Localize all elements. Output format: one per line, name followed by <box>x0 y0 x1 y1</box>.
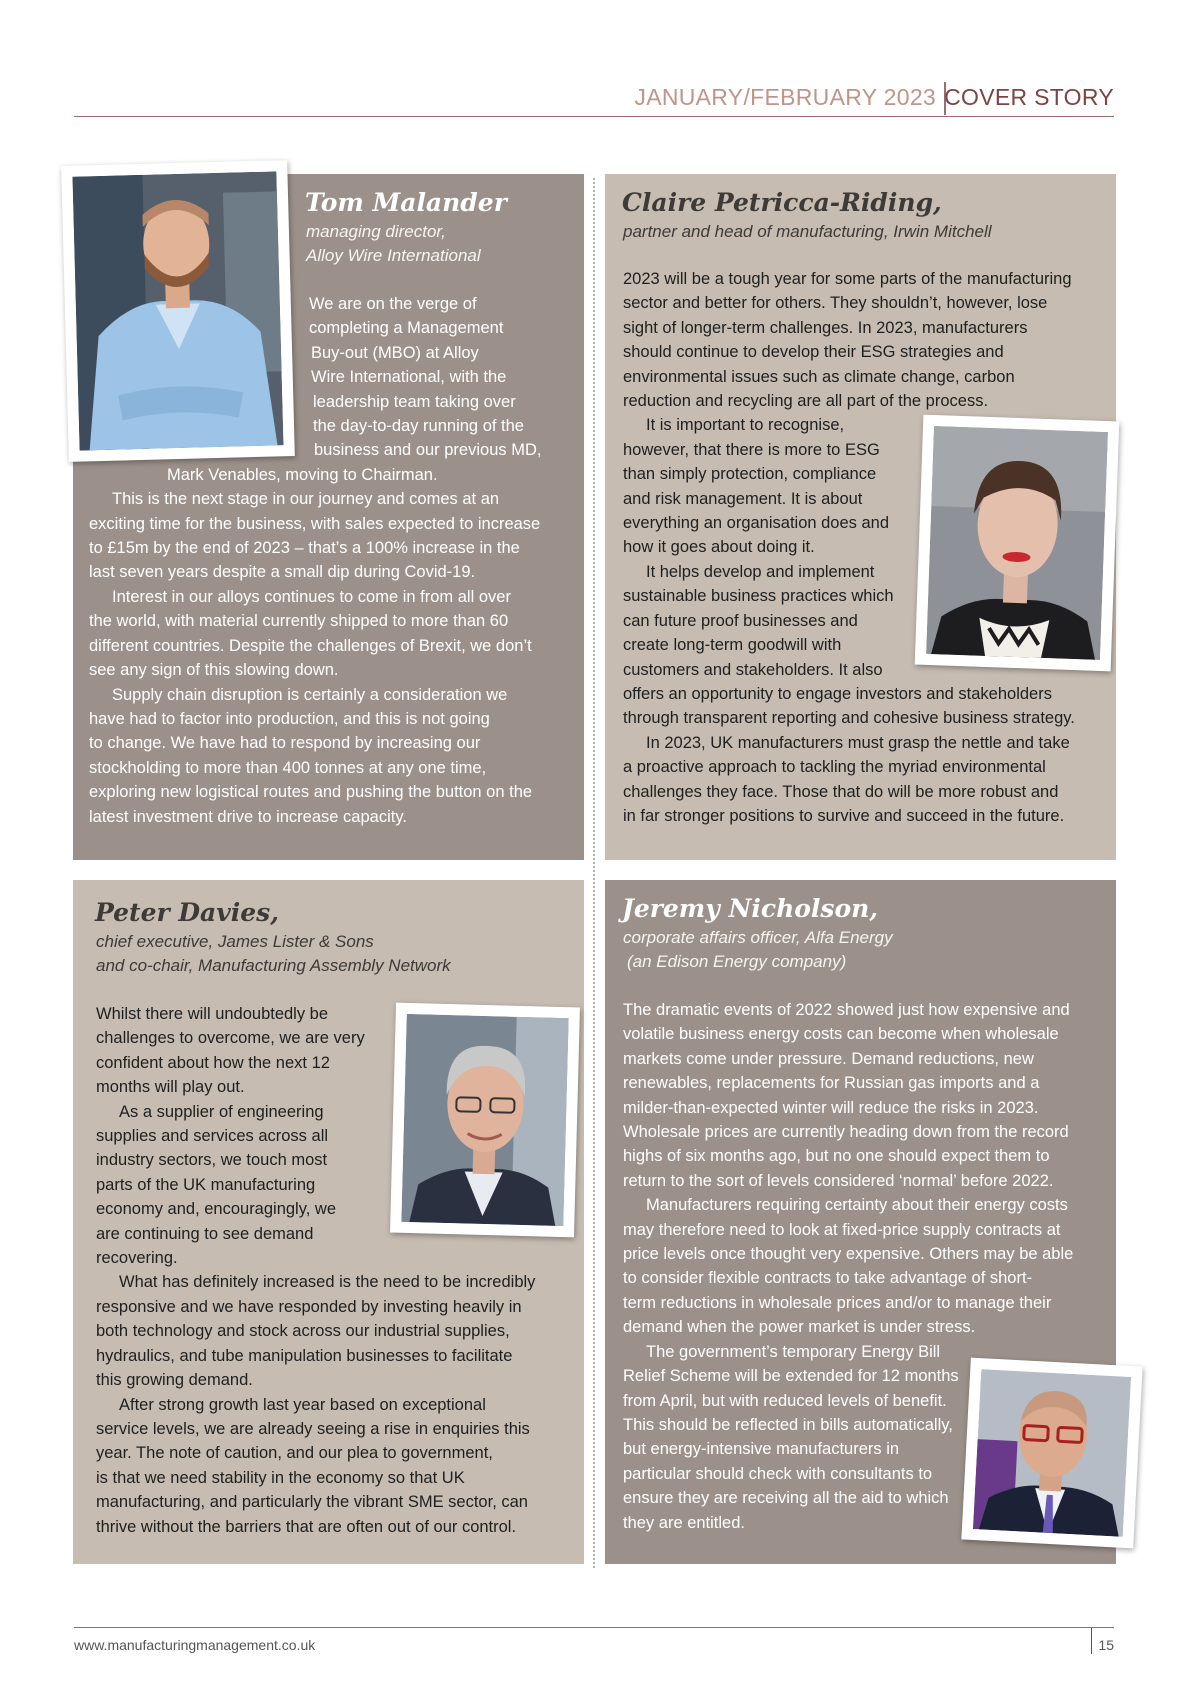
quote-line: to change. We have had to respond by increasing our <box>89 734 481 753</box>
quote-line: business and our previous MD, <box>314 441 542 460</box>
quote-line: to consider flexible contracts to take advantage of short- <box>623 1269 1033 1288</box>
quote-line: challenges to overcome, we are very <box>96 1029 365 1048</box>
role-line: Alloy Wire International <box>306 246 481 265</box>
quote-line: should continue to develop their ESG strategies and <box>623 343 1004 362</box>
portrait-peter-davies <box>390 1003 580 1238</box>
portrait-jeremy-nicholson <box>961 1358 1142 1549</box>
quote-line: stockholding to more than 400 tonnes at any one time, <box>89 758 487 777</box>
page-footer <box>74 1627 1114 1653</box>
role-line: managing director, <box>306 222 446 241</box>
quote-line: may therefore need to look at fixed-price supply contracts at <box>623 1220 1061 1239</box>
role-line: chief executive, James Lister & Sons <box>96 932 374 951</box>
quote-line: exploring new logistical routes and pushing the button on the <box>89 783 533 802</box>
quote-line: different countries. Despite the challenges of Brexit, we don’t <box>89 636 532 655</box>
quote-line: We are on the verge of <box>309 295 477 313</box>
quote-line: they are entitled. <box>623 1513 745 1532</box>
quote-line: a proactive approach to tackling the myriad environmental <box>623 758 1046 777</box>
quote-line: supplies and services across all <box>96 1127 329 1146</box>
quote-line: As a supplier of engineering <box>119 1102 324 1121</box>
quote-line: customers and stakeholders. It also <box>623 660 883 679</box>
quote-line: Relief Scheme will be extended for 12 months <box>623 1367 959 1386</box>
quote-line: to £15m by the end of 2023 – that’s a 100% increase in the <box>89 539 520 558</box>
speaker-role <box>623 926 893 974</box>
quote-line: service levels, we are already seeing a rise in enquiries this <box>96 1419 530 1438</box>
quote-line: but energy-intensive manufacturers in <box>623 1440 900 1459</box>
quote-line: markets come under pressure. Demand reductions, new <box>623 1049 1034 1068</box>
quote-line: are continuing to see demand <box>96 1224 314 1243</box>
quote-line: It helps develop and implement <box>646 562 875 581</box>
quote-line: this growing demand. <box>96 1371 253 1390</box>
quote-line: is that we need stability in the economy so that UK <box>96 1468 465 1487</box>
quote-line: ensure they are receiving all the aid to which <box>623 1489 949 1508</box>
quote-line: hydraulics, and tube manipulation businesses to facilitate <box>96 1346 513 1365</box>
quote-line: the day-to-day running of the <box>313 417 524 436</box>
quote-line: Whilst there will undoubtedly be <box>96 1005 329 1023</box>
quote-line: This is the next stage in our journey and comes at an <box>112 490 500 509</box>
quote-line: responsive and we have responded by investing heavily in <box>96 1297 522 1316</box>
quote-line: sector and better for others. They shouldn’t, however, lose <box>623 294 1048 313</box>
quote-line: The government’s temporary Energy Bill <box>646 1342 941 1361</box>
speaker-role <box>96 930 451 978</box>
quote-line: economy and, encouragingly, we <box>96 1200 337 1219</box>
quote-line: Wire International, with the <box>311 368 507 387</box>
role-line: partner and head of manufacturing, Irwin Mitchell <box>623 222 992 241</box>
quote-line: Mark Venables, moving to Chairman. <box>167 465 438 484</box>
quote-line: recovering. <box>96 1249 178 1268</box>
quote-line: the world, with material currently shipped to more than 60 <box>89 612 509 631</box>
quote-line: how it goes about doing it. <box>623 538 815 557</box>
speaker-name: Claire Petricca-Riding, <box>622 188 942 217</box>
quote-line: Manufacturers requiring certainty about their energy costs <box>646 1196 1068 1215</box>
quote-line: manufacturing, and particularly the vibrant SME sector, can <box>96 1493 528 1512</box>
quote-line: months will play out. <box>96 1078 245 1097</box>
quote-line: year. The note of caution, and our plea to government, <box>96 1444 493 1463</box>
quote-line: demand when the power market is under stress. <box>623 1318 976 1337</box>
quote-line: Buy-out (MBO) at Alloy <box>311 343 479 362</box>
quote-line: confident about how the next 12 <box>96 1053 330 1072</box>
quote-line: reduction and recycling are all part of the process. <box>623 392 989 411</box>
quote-line: exciting time for the business, with sales expected to increase <box>89 514 541 533</box>
section-title: COVER STORY <box>944 84 1114 110</box>
quote-line: can future proof businesses and <box>623 611 858 630</box>
quote-line: create long-term goodwill with <box>623 636 842 655</box>
website-link[interactable]: www.manufacturingmanagement.co.uk <box>74 1637 316 1653</box>
quote-line: In 2023, UK manufacturers must grasp the nettle and take <box>646 733 1070 752</box>
quote-line: particular should check with consultants to <box>623 1464 933 1483</box>
quote-line: latest investment drive to increase capacity. <box>89 807 407 826</box>
page-header <box>74 80 1114 117</box>
portrait-tom-malander <box>61 160 295 462</box>
role-line: (an Edison Energy company) <box>627 952 847 971</box>
quote-line: and risk management. It is about <box>623 489 863 508</box>
quote-line: however, that there is more to ESG <box>623 440 880 459</box>
quote-line: completing a Management <box>309 319 504 338</box>
column-divider <box>593 178 595 1568</box>
quote-line: milder-than-expected winter will reduce the risks in 2023. <box>623 1098 1039 1117</box>
quote-line: than simply protection, compliance <box>623 465 877 484</box>
page-number: 15 <box>1098 1637 1114 1653</box>
portrait-claire-petricca-riding <box>915 415 1120 672</box>
quote-line: see any sign of this slowing down. <box>89 661 339 680</box>
speaker-name: Tom Malander <box>305 188 507 217</box>
quote-line: thrive without the barriers that are often out of our control. <box>96 1517 517 1536</box>
speaker-name: Jeremy Nicholson, <box>622 894 879 923</box>
quote-line: from April, but with reduced levels of benefit. <box>623 1391 947 1410</box>
quote-line: both technology and stock across our industrial supplies, <box>96 1322 510 1341</box>
quote-line: Interest in our alloys continues to come in from all over <box>112 587 511 606</box>
quote-line: challenges they face. Those that do will be more robust and <box>623 782 1059 801</box>
quote-line: It is important to recognise, <box>646 416 845 435</box>
speaker-name: Peter Davies, <box>95 898 279 927</box>
quote-line: highs of six months ago, but no one should expect them to <box>623 1147 1050 1166</box>
quote-line: 2023 will be a tough year for some parts of the manufacturing <box>623 270 1072 288</box>
issue-date: JANUARY/FEBRUARY 2023 <box>634 84 936 110</box>
quote-line: This should be reflected in bills automatically, <box>623 1415 953 1434</box>
quote-line: have had to factor into production, and this is not going <box>89 709 490 728</box>
quote-line: leadership team taking over <box>313 392 516 411</box>
quote-line: return to the sort of levels considered ‘normal’ before 2022. <box>623 1171 1054 1190</box>
role-line: and co-chair, Manufacturing Assembly Network <box>96 956 451 975</box>
quote-line: The dramatic events of 2022 showed just how expensive and <box>623 1001 1070 1019</box>
quote-line: What has definitely increased is the need to be incredibly <box>119 1273 536 1292</box>
quote-line: term reductions in wholesale prices and/or to manage their <box>623 1293 1052 1312</box>
quote-line: sight of longer-term challenges. In 2023, manufacturers <box>623 318 1028 337</box>
quote-line: Supply chain disruption is certainly a consideration we <box>112 685 508 704</box>
speaker-role <box>623 220 992 244</box>
quote-line: in far stronger positions to survive and succeed in the future. <box>623 806 1065 825</box>
quote-line: Wholesale prices are currently heading down from the record <box>623 1123 1069 1142</box>
quote-line: industry sectors, we touch most <box>96 1151 328 1170</box>
quote-line: After strong growth last year based on exceptional <box>119 1395 486 1414</box>
quote-line: offers an opportunity to engage investors and stakeholders <box>623 684 1052 703</box>
quote-line: through transparent reporting and cohesive business strategy. <box>623 709 1075 728</box>
quote-line: volatile business energy costs can become when wholesale <box>623 1025 1059 1044</box>
role-line: corporate affairs officer, Alfa Energy <box>623 928 893 947</box>
quote-line: everything an organisation does and <box>623 514 890 533</box>
quote-line: last seven years despite a small dip during Covid-19. <box>89 563 476 582</box>
quote-line: environmental issues such as climate change, carbon <box>623 367 1015 386</box>
quote-line: price levels once thought very expensive. Others may be able <box>623 1245 1074 1264</box>
quote-line: parts of the UK manufacturing <box>96 1175 316 1194</box>
quote-line: renewables, replacements for Russian gas imports and a <box>623 1074 1040 1093</box>
footer-divider <box>1091 1628 1093 1654</box>
speaker-role <box>306 220 481 268</box>
quote-line: sustainable business practices which <box>623 587 894 606</box>
